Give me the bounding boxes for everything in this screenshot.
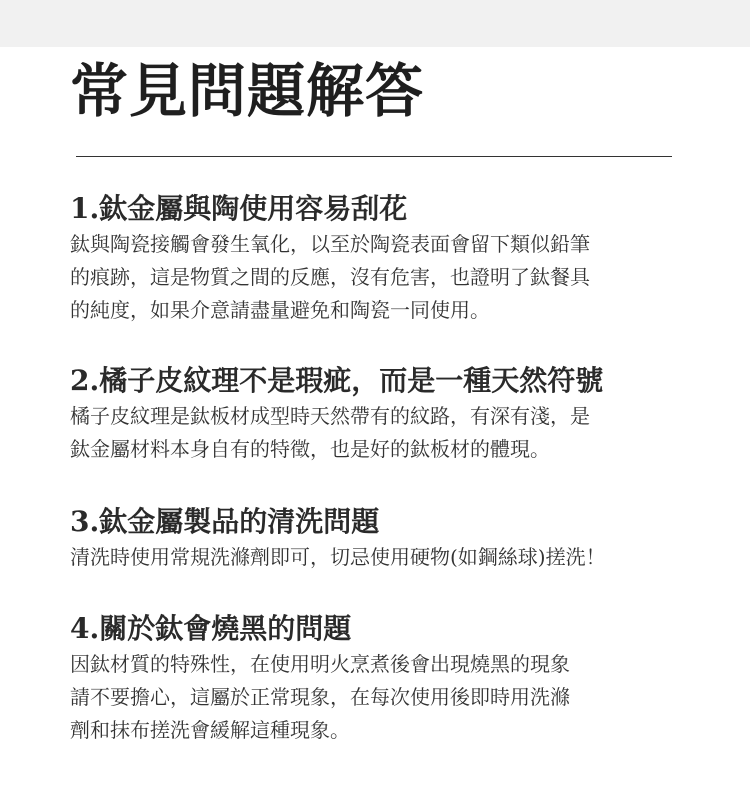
title-divider: [76, 156, 672, 157]
faq-answer-line: 因鈦材質的特殊性，在使用明火烹煮後會出現燒黑的現象: [70, 652, 570, 676]
faq-question-2: 2.橘子皮紋理不是瑕疵，而是一種天然符號: [70, 364, 604, 397]
faq-answer-line: 鈦金屬材料本身自有的特徵，也是好的鈦板材的體現。: [70, 437, 550, 461]
faq-item-4: [70, 610, 690, 747]
page-title: 常見問題解答: [70, 57, 425, 125]
faq-answer-line: 請不要擔心，這屬於正常現象，在每次使用後即時用洗滌: [70, 685, 570, 709]
faq-item-3: [70, 503, 690, 574]
faq-item-2: [70, 362, 690, 466]
faq-answer-line: 劑和抹布搓洗會緩解這種現象。: [70, 718, 350, 742]
faq-item-1: [70, 190, 690, 327]
faq-answer-4: [70, 648, 690, 747]
faq-answer-line: 的痕跡，這是物質之間的反應，沒有危害，也證明了鈦餐具: [70, 265, 590, 289]
faq-question-4: 4.關於鈦會燒黑的問題: [70, 612, 352, 645]
faq-answer-3: [70, 541, 690, 574]
faq-answer-1: [70, 228, 690, 327]
faq-answer-line: 鈦與陶瓷接觸會發生氧化，以至於陶瓷表面會留下類似鉛筆: [70, 232, 590, 256]
faq-answer-line: 的純度，如果介意請盡量避免和陶瓷一同使用。: [70, 298, 490, 322]
top-banner-strip: [0, 0, 750, 47]
faq-answer-line: 橘子皮紋理是鈦板材成型時天然帶有的紋路，有深有淺，是: [70, 404, 590, 428]
faq-answer-line: 清洗時使用常規洗滌劑即可，切忌使用硬物(如鋼絲球)搓洗！: [70, 545, 606, 569]
faq-question-3: 3.鈦金屬製品的清洗問題: [70, 505, 380, 538]
faq-answer-2: [70, 400, 690, 466]
faq-question-1: 1.鈦金屬與陶使用容易刮花: [70, 192, 408, 225]
